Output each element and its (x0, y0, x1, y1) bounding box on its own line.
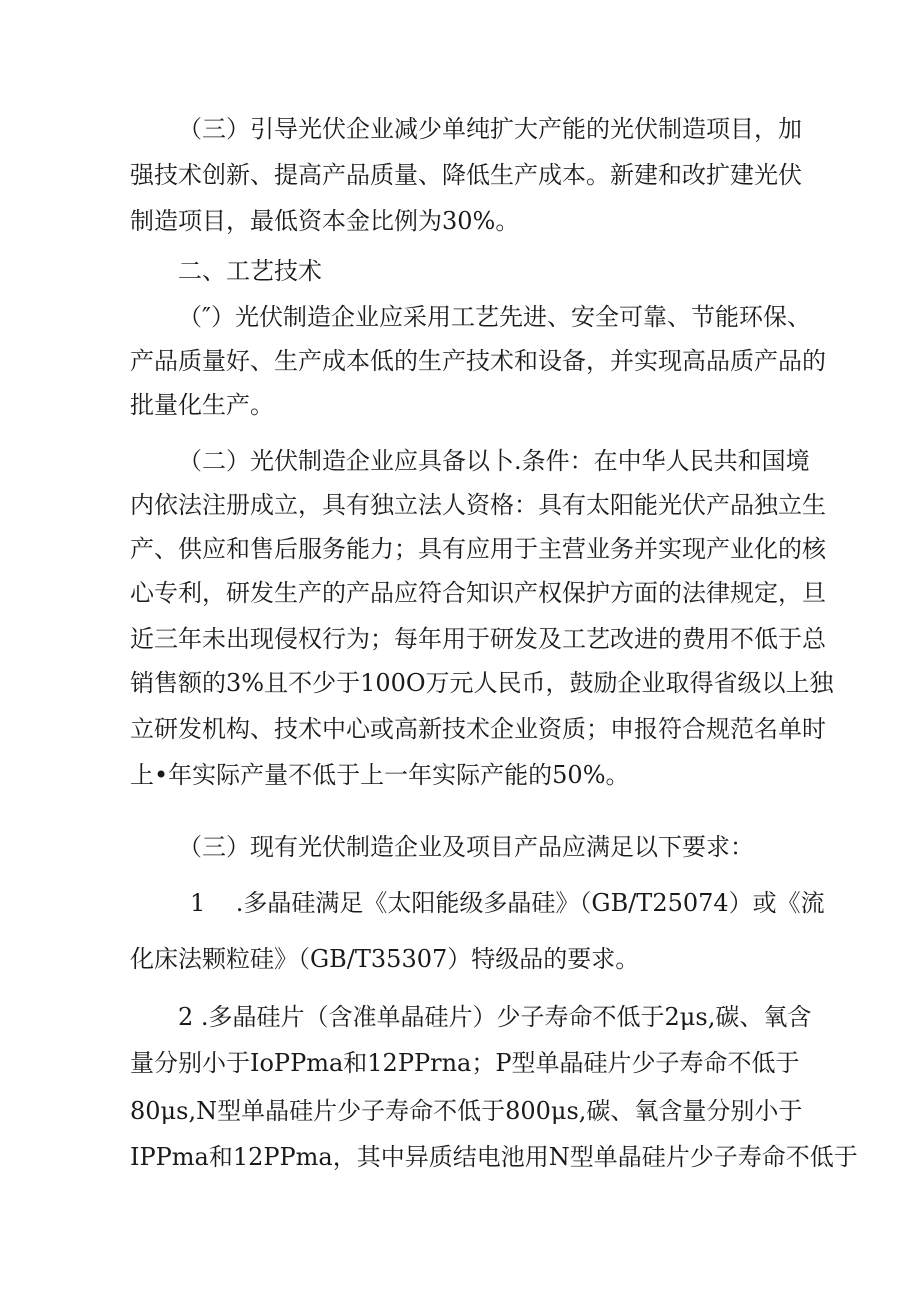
text-line: IPPma和12PPma，其中异质结电池用N型单晶硅片少子寿命不低于 (130, 1143, 858, 1171)
text-line: 产、供应和售后服务能力；具有应用于主营业务并实现产业化的核 (130, 535, 826, 563)
text-line: 内依法注册成立，具有独立法人资格：具有太阳能光伏产品独立生 (130, 491, 826, 519)
text-line: 80μs,N型单晶硅片少子寿命不低于800μs,碳、氧含量分别小于 (130, 1097, 803, 1125)
text-line: 批量化生产。 (130, 391, 274, 419)
section-heading: 二、工艺技术 (178, 257, 322, 285)
text-line: 化床法颗粒硅》（GB/T35307）特级品的要求。 (130, 945, 640, 973)
text-line: （二）光伏制造企业应具备以卜.条件：在中华人民共和国境 (178, 447, 810, 475)
text-line: 制造项目，最低资本金比例为30%。 (130, 207, 520, 235)
text-line: 上•年实际产量不低于上一年实际产能的50%。 (130, 761, 630, 789)
text-line: （″）光伏制造企业应采用工艺先进、安全可靠、节能环保、 (178, 303, 811, 331)
text-line: （三）引导光伏企业减少单纯扩大产能的光伏制造项目，加 (178, 115, 802, 143)
text-line: 立研发机构、技术中心或高新技术企业资质；申报符合规范名单时 (130, 715, 826, 743)
list-item-1: 1 .多晶硅满足《太阳能级多晶硅》（GB/T25074）或《流 (190, 889, 825, 917)
text-line: （三）现有光伏制造企业及项目产品应满足以下要求： (178, 833, 754, 861)
text-line: 近三年未出现侵权行为；每年用于研发及工艺改进的费用不低于总 (130, 625, 826, 653)
text-line: 心专利，研发生产的产品应符合知识产权保护方面的法律规定，旦 (130, 579, 826, 607)
text-line: 量分别小于IoPPma和12PPrna；P型单晶硅片少子寿命不低于 (130, 1049, 800, 1077)
list-item-2: 2 .多晶硅片（含准单晶硅片）少子寿命不低于2μs,碳、氧含 (178, 1003, 812, 1031)
text-line: 产品质量好、生产成本低的生产技术和设备，并实现高品质产品的 (130, 347, 826, 375)
text-line: 销售额的3%且不少于100O万元人民币，鼓励企业取得省级以上独 (130, 669, 834, 697)
text-line: 强技术创新、提高产品质量、降低生产成本。新建和改扩建光伏 (130, 161, 802, 189)
